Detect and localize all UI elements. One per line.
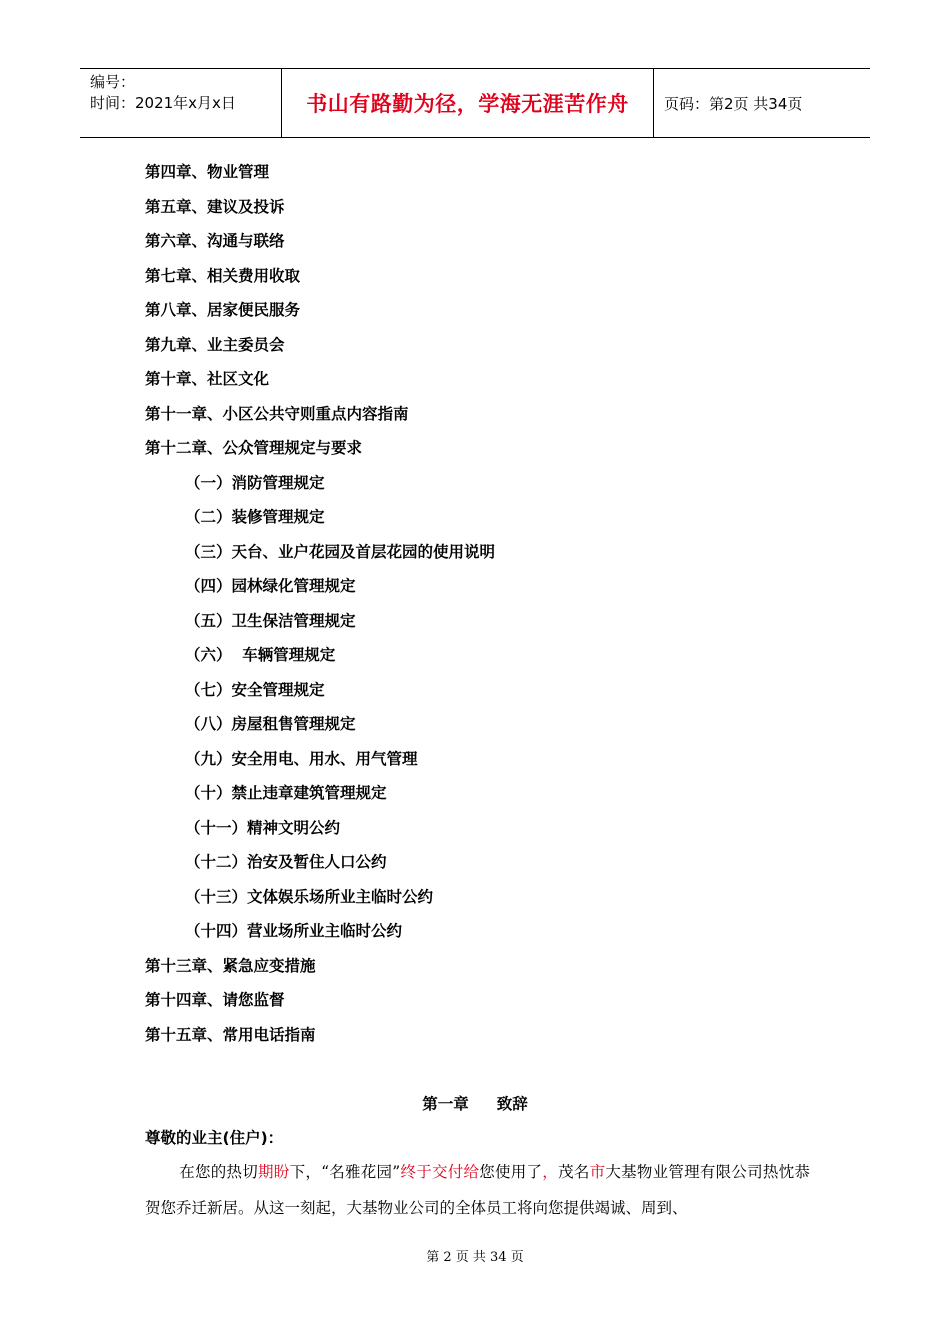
toc-item: （二）装修管理规定 — [185, 508, 325, 526]
body-paragraph — [145, 1154, 810, 1226]
toc-item: （十）禁止违章建筑管理规定 — [185, 784, 387, 802]
toc-item: 第七章、相关费用收取 — [145, 266, 301, 285]
toc-item: （十二）治安及暂住人口公约 — [185, 853, 387, 871]
toc-item: （五）卫生保洁管理规定 — [185, 611, 356, 630]
para-text: 下，“名雅花园” — [289, 1163, 401, 1181]
chapter-title: 致辞 — [496, 1095, 528, 1113]
page-footer: 第 2 页 共 34 页 — [426, 1250, 524, 1265]
toc-item: （九）安全用电、用水、用气管理 — [185, 749, 418, 768]
para-highlight: ， — [542, 1163, 559, 1181]
toc-item: 第十三章、紧急应变措施 — [145, 956, 316, 975]
chapter-heading — [0, 1092, 950, 1114]
toc-item: 第六章、沟通与联络 — [145, 232, 285, 250]
para-text: 大基物业管理有限公司热忱恭贺您乔迁新居。从这一刻起，大基物业公司的全体员工将向您提供竭诚、周到、 — [145, 1163, 810, 1217]
toc-item: （十四）营业场所业主临时公约 — [185, 922, 403, 940]
greeting: 尊敬的业主(住户)： — [145, 1129, 284, 1147]
toc-item: 第十二章、公众管理规定与要求 — [145, 439, 363, 457]
para-text: 您使用了 — [479, 1163, 543, 1181]
toc-item: （三）天台、业户花园及首层花园的使用说明 — [185, 542, 496, 561]
toc-item: 第十四章、请您监督 — [145, 991, 285, 1009]
para-highlight: 期盼 — [258, 1163, 290, 1181]
toc-item: （十一）精神文明公约 — [185, 818, 341, 837]
header-meta — [80, 69, 282, 137]
toc-item: （八）房屋租售管理规定 — [185, 715, 356, 733]
toc-item: 第十五章、常用电话指南 — [145, 1025, 316, 1044]
header-motto: 书山有路勤为径，学海无涯苦作舟 — [282, 69, 654, 137]
toc-item: 第四章、物业管理 — [145, 163, 270, 181]
document-header — [80, 68, 870, 138]
toc-item: 第五章、建议及投诉 — [145, 197, 285, 216]
header-page-info: 页码：第2页 共34页 — [664, 94, 803, 113]
toc-item: （六） 车辆管理规定 — [185, 646, 336, 664]
toc-item: 第十章、社区文化 — [145, 370, 270, 388]
chapter-number: 第一章 — [422, 1095, 469, 1113]
toc-item: （十三）文体娱乐场所业主临时公约 — [185, 887, 434, 906]
time-label: 时间：2021年x月x日 — [90, 94, 236, 112]
para-highlight: 终于交付给 — [400, 1163, 480, 1181]
para-text: 茂名 — [558, 1163, 590, 1181]
toc-item: （四）园林绿化管理规定 — [185, 577, 356, 595]
toc-item: （七）安全管理规定 — [185, 680, 325, 699]
toc-item: （一）消防管理规定 — [185, 473, 325, 492]
toc-item: 第十一章、小区公共守则重点内容指南 — [145, 404, 409, 423]
toc-item: 第八章、居家便民服务 — [145, 301, 301, 319]
toc-item: 第九章、业主委员会 — [145, 335, 285, 354]
table-of-contents — [145, 158, 495, 1055]
para-text: 在您的热切 — [179, 1163, 259, 1181]
para-highlight: 市 — [589, 1163, 606, 1181]
number-label: 编号： — [90, 73, 136, 91]
